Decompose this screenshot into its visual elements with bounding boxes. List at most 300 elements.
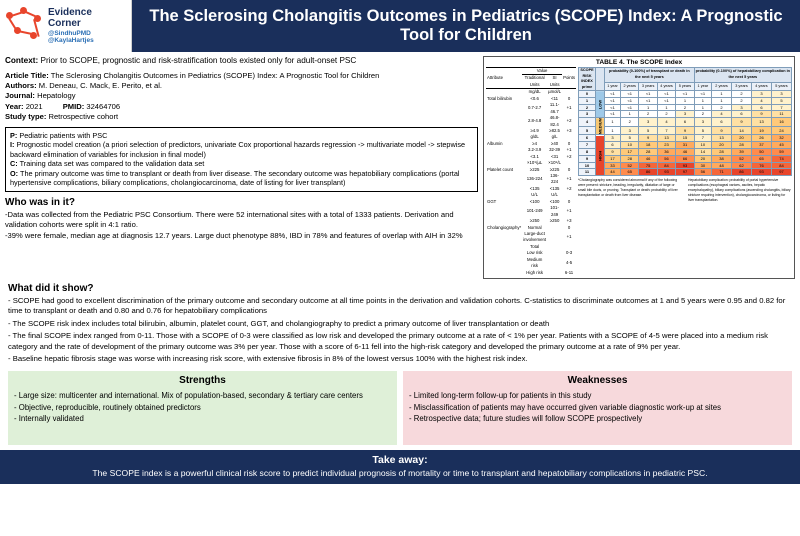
pico-key: P: — [10, 130, 18, 140]
cell-attribute — [486, 173, 522, 186]
risk-secondary-cell: 97 — [771, 169, 791, 176]
risk-primary-cell: 84 — [657, 162, 675, 169]
risk-primary-cell: 9 — [605, 149, 621, 156]
table-row — [486, 102, 576, 115]
risk-primary-cell: 1 — [605, 118, 621, 127]
weaknesses-item: - Misclassification of patients may have occurred given variable diagnostic work-up at sites — [409, 402, 722, 412]
cell-si — [547, 270, 562, 276]
poster-header — [0, 0, 800, 52]
strengths-title: Strengths — [179, 374, 226, 386]
risk-row — [579, 104, 792, 111]
risk-primary-cell: <1 — [657, 91, 675, 98]
risk-row — [579, 91, 792, 98]
journal-label: Journal: — [5, 91, 35, 101]
risk-primary-cell: <1 — [605, 111, 621, 118]
weaknesses-box — [403, 371, 792, 445]
risk-secondary-cell: 76 — [751, 162, 771, 169]
risk-primary-cell: 65 — [621, 169, 639, 176]
cell-points: 0 — [567, 166, 571, 172]
risk-primary-cell: <1 — [657, 97, 675, 104]
risk-year-header: 4 years — [751, 82, 771, 90]
scope-index-table — [486, 67, 576, 276]
table-row — [486, 257, 576, 270]
risk-secondary-cell: 71 — [712, 169, 732, 176]
risk-secondary-cell: 45 — [771, 142, 791, 149]
who-line: -Data was collected from the Pediatric PSC Consortium. There were 52 international sites with a total of 1333 patients. Derivation and validation cohorts were split in 4:1 ratio. — [5, 209, 454, 229]
finding-line: - SCOPE had good to excellent discrimination of the primary outcome and secondary outcome at all time points in the derivation and validation cohorts. C-statistics to discriminate outcomes at 1 and 5 years were 0.95 and 0.82 for time to transplant or death and 0.80 and 0.76 for hepatobiliary complications — [8, 296, 786, 316]
risk-secondary-cell: 2 — [712, 104, 732, 111]
risk-primary-cell: 33 — [605, 162, 621, 169]
cell-traditional: ≥250 — [529, 218, 540, 224]
cell-points: +2 — [566, 118, 572, 124]
risk-secondary-cell: 86 — [732, 169, 752, 176]
risk-score-cell: 3 — [579, 111, 596, 118]
finding-line: - The final SCOPE index ranged from 0-11. Those with a SCOPE of 0-3 were classified as low risk and developed the primary outcome at a rate of < 1% per year. Patients with a SCOPE of 4-5 were placed into a medium risk category and the rate of development of the primary outcome was 3% per year. Those with a score of 6-11 fell into the high-risk category and developed the primary outcome at a rate of 9% per year. — [8, 331, 768, 351]
cell-traditional: ≥225 — [529, 166, 540, 172]
cell-points: +1 — [566, 176, 572, 182]
legend-left: *Cholangiography was considered abnormal if any of the following were present: stricture, beading, irregularity, dilatation of large or small bile ducts, or pruning. Transplant or death: probability of liver transplantation or death from liver disease. — [578, 178, 678, 198]
risk-primary-cell: <1 — [676, 91, 694, 98]
brand-title-2: Corner — [48, 17, 81, 29]
cell-points: 0 — [567, 224, 571, 230]
risk-secondary-cell: 28 — [712, 149, 732, 156]
risk-primary-cell: 1 — [657, 104, 675, 111]
cell-attribute — [486, 115, 522, 128]
risk-secondary-cell: 48 — [712, 162, 732, 169]
risk-row — [579, 169, 792, 176]
weaknesses-title: Weaknesses — [567, 374, 628, 386]
who-line: -39% were female, median age at diagnosis 12.7 years. Large duct phenotype 88%, IBD in 78% and features of overlap with AIH in 32% — [5, 231, 463, 241]
cell-si: ≥40 — [551, 140, 559, 146]
finding-line: - The SCOPE risk index includes total bilirubin, albumin, platelet count, GGT, and cholangiography to predict a primary outcome of liver transplantation or death — [8, 318, 550, 328]
context-text: Prior to SCOPE, prognostic and risk-stratification tools existed only for adult-onset PSC — [38, 56, 357, 65]
risk-year-header: 3 years — [732, 82, 752, 90]
risk-primary-cell: <1 — [621, 104, 639, 111]
journal-value: Hepatology — [34, 91, 76, 101]
cell-attribute: Total bilirubin — [487, 95, 513, 101]
risk-primary-cell: <1 — [605, 104, 621, 111]
risk-primary-cell: 1 — [605, 126, 621, 135]
table-row — [486, 115, 576, 128]
brand-handle-2[interactable]: @KaylaHartjes — [48, 36, 94, 44]
cell-points: 0 — [567, 140, 571, 146]
cell-points: +3 — [566, 127, 572, 133]
risk-score-cell: 11 — [579, 169, 596, 176]
th-value: Value — [522, 68, 562, 75]
cell-si: ×10⁹/L — [548, 160, 561, 166]
cell-attribute — [486, 89, 522, 96]
risk-secondary-cell: 30 — [694, 162, 711, 169]
cell-si: µmol/L — [548, 89, 562, 95]
legend-right: Hepatobiliary complication: probability of portal hypertensive complications (esophageal varices, ascites, hepatic encephalopathy), biliary complications (ascending cholangitis, biliary stricture requiring intervention), cholangiocarcinoma, or listing for liver transplantation. — [688, 178, 791, 202]
risk-secondary-cell: 1 — [694, 104, 711, 111]
risk-secondary-cell: 2 — [732, 91, 752, 98]
cell-traditional: <0.6 — [530, 95, 539, 101]
strengths-item: - Internally validated — [14, 414, 84, 424]
risk-row — [579, 97, 792, 104]
cell-attribute — [486, 102, 522, 115]
poster-body — [0, 52, 800, 279]
risk-group-primary: probability (0-100%) of transplant or death in the next 5 years — [605, 68, 695, 83]
cell-traditional: <3.1 — [530, 153, 539, 159]
risk-secondary-cell: 3 — [771, 91, 791, 98]
pico-value: Training data set was compared to the validation data set — [17, 159, 205, 169]
table-row — [486, 205, 576, 218]
risk-row — [579, 111, 792, 118]
risk-year-header: 3 years — [639, 82, 657, 90]
cell-attribute: Cholangiography* — [487, 224, 522, 230]
cell-points: +3 — [566, 218, 572, 224]
risk-secondary-cell: 16 — [771, 118, 791, 127]
risk-primary-cell: 7 — [657, 126, 675, 135]
risk-row — [579, 142, 792, 149]
risk-secondary-cell: 4 — [712, 111, 732, 118]
brand-handle-1[interactable]: @SindhuPMD — [48, 29, 91, 37]
finding-line: - Baseline hepatic fibrosis stage was worse with increasing risk score, with extensive fibrosis in 8% of the lowest versus 100% with the highest risk index. — [8, 354, 528, 364]
risk-primary-cell: 52 — [621, 162, 639, 169]
risk-primary-cell: 3 — [676, 111, 694, 118]
pmid-value[interactable]: 32464706 — [84, 101, 121, 111]
risk-score-cell: 6 — [579, 135, 596, 142]
risk-primary-cell: 4 — [657, 118, 675, 127]
cell-points: +2 — [566, 185, 572, 191]
cell-points — [562, 89, 576, 96]
cell-traditional: <100 — [529, 198, 540, 204]
risk-secondary-cell: 1 — [694, 97, 711, 104]
risk-secondary-cell: 7 — [771, 104, 791, 111]
table-row — [486, 89, 576, 96]
cell-traditional: Normal — [527, 224, 542, 230]
cell-traditional: <135 — [529, 185, 540, 191]
journal-row — [5, 91, 478, 101]
risk-primary-cell: 1 — [639, 104, 657, 111]
risk-primary-cell: 18 — [639, 142, 657, 149]
risk-secondary-cell: 5 — [694, 126, 711, 135]
findings-section — [0, 279, 800, 365]
risk-score-cell: 9 — [579, 155, 596, 162]
cell-si: g/L — [551, 134, 558, 140]
findings-heading: What did it show? — [8, 283, 94, 294]
risk-primary-cell: 28 — [639, 149, 657, 156]
risk-secondary-cell: 56 — [694, 169, 711, 176]
strengths-weaknesses — [0, 367, 800, 445]
risk-secondary-cell: 20 — [694, 155, 711, 162]
pmid-label: PMID: — [62, 101, 85, 111]
risk-secondary-cell: 3 — [694, 118, 711, 127]
risk-primary-cell: 6 — [676, 118, 694, 127]
cell-si: 136-224 — [550, 173, 559, 185]
risk-row — [579, 149, 792, 156]
risk-secondary-cell: 20 — [732, 135, 752, 142]
risk-secondary-cell: 4 — [751, 97, 771, 104]
risk-secondary-cell: 59 — [771, 149, 791, 156]
year-value: 2021 — [23, 101, 43, 111]
risk-secondary-cell: <1 — [694, 91, 711, 98]
cell-traditional: U/L — [531, 192, 538, 198]
th-attribute: Attribute — [486, 68, 522, 89]
risk-secondary-cell: 26 — [751, 135, 771, 142]
cell-traditional: High risk — [526, 269, 543, 275]
th-si-units: SI Units — [547, 75, 562, 89]
risk-year-header: 1 year — [694, 82, 711, 90]
who-body — [5, 210, 478, 242]
authors-label: Authors: — [5, 80, 37, 90]
study-type-value: Retrospective cohort — [46, 112, 119, 122]
risk-secondary-cell: 13 — [751, 118, 771, 127]
takeaway-text: The SCOPE index is a powerful clinical risk score to predict individual prognosis of mortality or time to transplant and hepatobiliary complications in pediatric PSC. — [92, 467, 708, 478]
risk-secondary-cell: 24 — [771, 126, 791, 135]
risk-secondary-cell: 14 — [732, 126, 752, 135]
risk-primary-cell: 86 — [639, 169, 657, 176]
risk-row — [579, 135, 792, 142]
risk-secondary-cell: 2 — [732, 97, 752, 104]
article-title-row — [5, 71, 478, 81]
cell-attribute — [486, 257, 522, 270]
risk-primary-cell: 15 — [676, 135, 694, 142]
right-column — [483, 56, 795, 279]
cell-traditional: Large-duct involvement — [523, 230, 547, 243]
weaknesses-item: - Limited long-term follow-up for patients in this study — [409, 390, 592, 400]
risk-secondary-cell: 9 — [732, 118, 752, 127]
risk-primary-cell: 5 — [639, 126, 657, 135]
risk-primary-cell: 46 — [639, 155, 657, 162]
cell-attribute — [486, 205, 522, 218]
risk-secondary-cell: 6 — [712, 118, 732, 127]
risk-year-header: 2 years — [712, 82, 732, 90]
cell-si: 11.1-46.7 — [549, 102, 560, 114]
strengths-item: - Objective, reproducible, routinely obtained predictors — [14, 402, 201, 412]
brand-block — [0, 0, 132, 52]
pico-value: The primary outcome was time to transplant or death from liver disease. The secondary outcome was hepatobiliary complications (portal hypertensive complications, biliary complications, cholangiocarcinoma, date of listing for liver transplant) — [10, 168, 460, 188]
risk-primary-cell: <1 — [605, 97, 621, 104]
findings-body — [8, 296, 792, 365]
table-row — [486, 231, 576, 244]
risk-band-label: LOW — [596, 91, 605, 118]
risk-secondary-cell: 6 — [751, 104, 771, 111]
cell-traditional: 136-224 — [526, 176, 543, 182]
pico-key: C: — [10, 159, 18, 169]
cell-si: <135 — [549, 185, 560, 191]
risk-score-cell: 8 — [579, 149, 596, 156]
risk-primary-cell: 3 — [605, 135, 621, 142]
cell-si: 101-249 — [550, 205, 559, 217]
brand-title: Evidence — [48, 7, 92, 19]
cell-points: 6-11 — [564, 269, 574, 275]
risk-group-secondary: probability (0-100%) of hepatobiliary complication in the next 5 years — [694, 68, 791, 83]
risk-year-header: 2 years — [621, 82, 639, 90]
risk-secondary-cell: 6 — [732, 111, 752, 118]
risk-primary-cell: 44 — [605, 169, 621, 176]
th-traditional-units: Traditional Units — [522, 75, 547, 89]
strengths-list — [14, 390, 391, 425]
cell-si: 46.8-82.4 — [549, 115, 560, 127]
risk-secondary-cell: 10 — [694, 142, 711, 149]
risk-year-header: 5 years — [771, 82, 791, 90]
cell-traditional: mg/dL — [528, 89, 541, 95]
cell-traditional: Low risk — [526, 250, 543, 256]
risk-score-cell: 0 — [579, 91, 596, 98]
cell-points: +1 — [566, 208, 572, 214]
authors-row — [5, 81, 478, 91]
risk-secondary-cell: 38 — [712, 155, 732, 162]
cell-attribute — [486, 270, 522, 276]
risk-score-cell: 5 — [579, 126, 596, 135]
risk-secondary-cell: 39 — [732, 149, 752, 156]
weaknesses-item: - Retrospective data; future studies will follow SCOPE prospectively — [409, 414, 643, 424]
risk-secondary-cell: 13 — [712, 135, 732, 142]
pico-value: Prognostic model creation (a priori selection of predictors, univariate Cox proportional hazards regression -> multivariate model -> stepwise backward elimination of variables for inclusion in final model) — [10, 140, 466, 159]
risk-secondary-cell: 11 — [771, 111, 791, 118]
scope-risk-grid — [578, 67, 792, 176]
risk-primary-cell: 2 — [639, 111, 657, 118]
risk-primary-cell: 1 — [676, 97, 694, 104]
cell-points: +1 — [566, 105, 572, 111]
pico-key: I: — [10, 140, 15, 150]
risk-primary-cell: <1 — [605, 91, 621, 98]
risk-primary-cell: <1 — [639, 97, 657, 104]
cell-attribute: Albumin — [487, 140, 503, 146]
risk-score-cell: 1 — [579, 97, 596, 104]
risk-primary-cell: 93 — [676, 162, 694, 169]
risk-primary-cell: 3 — [621, 126, 639, 135]
risk-secondary-cell: 5 — [771, 97, 791, 104]
risk-secondary-cell: 1 — [712, 97, 732, 104]
cell-traditional: 0.7-2.7 — [527, 105, 542, 111]
page-title: The Sclerosing Cholangitis Outcomes in Pediatrics (SCOPE) Index: A Prognostic Tool for Children — [149, 6, 783, 44]
risk-primary-cell: <1 — [621, 97, 639, 104]
cell-si: ≥225 — [549, 166, 560, 172]
pico-item — [10, 131, 473, 140]
risk-row — [579, 162, 792, 169]
risk-primary-cell: 28 — [621, 155, 639, 162]
year-label: Year: — [5, 101, 24, 111]
risk-primary-cell: 10 — [621, 142, 639, 149]
risk-primary-cell: 2 — [621, 118, 639, 127]
takeaway-banner — [0, 450, 800, 484]
pico-value: Pediatric patients with PSC — [17, 130, 108, 140]
risk-score-cell: 2 — [579, 104, 596, 111]
risk-primary-cell: 93 — [657, 169, 675, 176]
risk-secondary-cell: 74 — [771, 155, 791, 162]
risk-year-header: 1 year — [605, 82, 621, 90]
left-column — [5, 56, 483, 279]
year-pmid-row — [5, 102, 478, 112]
table-row — [486, 270, 576, 276]
context-block — [5, 56, 478, 67]
risk-year-header: 5 years — [676, 82, 694, 90]
pico-box — [5, 127, 478, 192]
cell-si: ≥250 — [549, 218, 560, 224]
cell-traditional: 3.2-3.9 — [527, 147, 542, 153]
risk-secondary-cell: 3 — [732, 104, 752, 111]
risk-primary-cell: 31 — [676, 142, 694, 149]
figure-legend — [578, 178, 792, 203]
article-title-label: Article Title: — [5, 70, 49, 80]
th-points: Points — [562, 68, 576, 89]
table-row — [486, 173, 576, 186]
who-heading: Who was in it? — [5, 196, 75, 208]
risk-primary-cell: 36 — [657, 149, 675, 156]
risk-secondary-cell: 37 — [751, 142, 771, 149]
risk-secondary-cell: 7 — [694, 135, 711, 142]
risk-primary-cell: <1 — [621, 91, 639, 98]
risk-score-cell: 7 — [579, 142, 596, 149]
risk-secondary-cell: 19 — [751, 126, 771, 135]
risk-primary-cell: 66 — [676, 155, 694, 162]
risk-secondary-cell: 84 — [771, 162, 791, 169]
strengths-box — [8, 371, 397, 445]
risk-primary-cell: 9 — [676, 126, 694, 135]
study-type-row — [5, 112, 478, 122]
cell-si: <100 — [549, 198, 560, 204]
risk-primary-cell: 9 — [639, 135, 657, 142]
risk-primary-cell: 17 — [621, 149, 639, 156]
risk-row — [579, 155, 792, 162]
cell-si: <31 — [550, 153, 559, 159]
risk-primary-cell: 17 — [605, 155, 621, 162]
cell-si: 32-39 — [549, 147, 561, 153]
risk-primary-cell: 2 — [657, 111, 675, 118]
cell-si: ≥82.5 — [549, 127, 560, 133]
context-label: Context: — [5, 56, 39, 65]
risk-primary-cell: 1 — [621, 111, 639, 118]
risk-secondary-cell: 1 — [712, 91, 732, 98]
risk-secondary-cell: 65 — [751, 155, 771, 162]
cell-traditional: Total — [530, 243, 540, 249]
risk-secondary-cell: 9 — [751, 111, 771, 118]
risk-secondary-cell: 28 — [732, 142, 752, 149]
risk-primary-cell: 75 — [639, 162, 657, 169]
risk-secondary-cell: 20 — [712, 142, 732, 149]
risk-row — [579, 118, 792, 127]
cell-traditional: ≥4.9 — [530, 127, 539, 133]
cell-traditional: 101-249 — [526, 208, 543, 214]
figure-table4 — [483, 56, 795, 279]
cell-points: +1 — [566, 234, 572, 240]
cell-points: 0-3 — [565, 250, 573, 256]
cell-attribute: GGT — [487, 198, 497, 204]
risk-primary-cell: 56 — [657, 155, 675, 162]
risk-band-label: HIGH — [596, 135, 605, 176]
risk-secondary-cell: 62 — [732, 162, 752, 169]
authors-value: M. Deneau, C. Mack, E. Perito, et al. — [36, 80, 162, 90]
risk-primary-cell: 2 — [676, 104, 694, 111]
strengths-item: - Large size: multicenter and international. Mix of population-based, secondary & tertiary care centers — [14, 390, 363, 400]
risk-primary-cell: 5 — [621, 135, 639, 142]
risk-secondary-cell: 93 — [751, 169, 771, 176]
cell-attribute — [486, 231, 522, 244]
risk-band-label: MEDIUM — [596, 118, 605, 135]
cell-points: 0 — [567, 95, 571, 101]
weaknesses-list — [409, 390, 786, 425]
cell-points: 4-5 — [565, 259, 573, 265]
cell-points: +1 — [566, 147, 572, 153]
risk-primary-cell: 46 — [676, 149, 694, 156]
cell-traditional: Medium risk — [526, 256, 543, 269]
cell-si: <11 — [551, 95, 559, 101]
risk-row — [579, 126, 792, 135]
risk-primary-cell: 23 — [657, 142, 675, 149]
cell-si: U/L — [551, 192, 558, 198]
risk-secondary-cell: 2 — [694, 111, 711, 118]
takeaway-title: Take away: — [372, 453, 428, 466]
risk-secondary-cell: 3 — [751, 91, 771, 98]
pico-key: O: — [10, 168, 19, 178]
citation-block — [5, 71, 478, 123]
molecule-icon — [4, 6, 44, 46]
article-title-value: The Sclerosing Cholangitis Outcomes in Pediatrics (SCOPE) Index: A Prognostic Tool for Children — [48, 70, 380, 80]
risk-primary-cell: 13 — [657, 135, 675, 142]
